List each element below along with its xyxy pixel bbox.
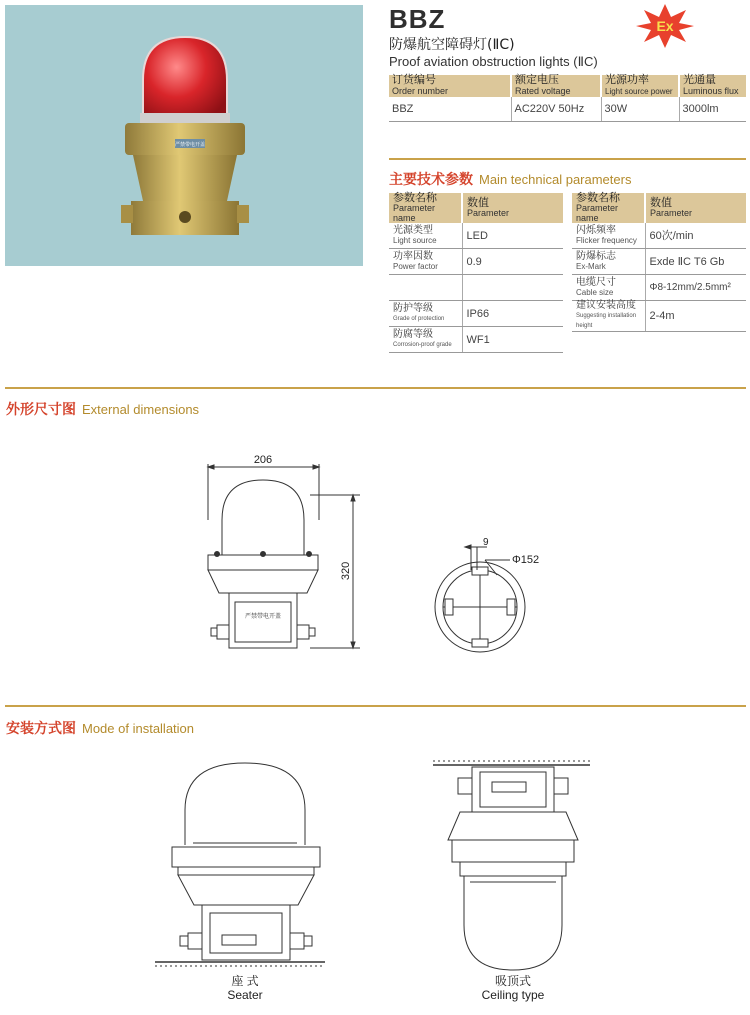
installation-section-heading: [6, 718, 194, 738]
params-table-left: [389, 193, 563, 353]
table-row: 防腐等级 Corrosion-proof grade WF1: [389, 327, 563, 353]
order-cell: BBZ: [389, 97, 511, 122]
table-row: 闪烁频率 Flicker frequency 60次/min: [572, 223, 746, 249]
installation-title-en: Mode of installation: [82, 721, 195, 736]
section-divider: [5, 705, 746, 707]
aviation-light-photo: [5, 5, 363, 266]
table-row: [389, 97, 746, 122]
photo-label: 严禁带电开盖: [174, 142, 206, 148]
product-model: BBZ: [389, 4, 446, 34]
tech-title-en: Main technical parameters: [479, 172, 632, 187]
order-table: [389, 75, 746, 122]
order-table-header: [389, 75, 746, 97]
table-row: 功率因数 Power factor 0.9: [389, 249, 563, 275]
table-row: 光源类型 Light source LED: [389, 223, 563, 249]
table-row: 电缆尺寸 Cable size Φ8-12mm/2.5mm²: [572, 275, 746, 301]
table-row: 防爆标志 Ex-Mark Exde ⅡC T6 Gb: [572, 249, 746, 275]
dimensions-title-cn: 外形尺寸图: [6, 401, 76, 417]
ex-badge-icon: [636, 4, 694, 48]
front-dimension-drawing: [195, 450, 375, 660]
ex-badge-text: Ex: [656, 18, 674, 34]
dimensions-section-heading: [6, 399, 199, 419]
order-header-cell: 订货编号 Order number: [389, 75, 511, 97]
order-cell: 3000lm: [679, 97, 746, 122]
order-header-cell: 光通量 Luminous flux: [683, 74, 739, 96]
top-dimension-drawing: [425, 535, 555, 655]
product-title-cn: 防爆航空障碍灯(ⅡC): [389, 37, 515, 53]
table-row: 建议安装高度 Suggesting installation height 2-4m: [572, 301, 746, 332]
table-row: 防护等级 Grade of protection IP66: [389, 301, 563, 327]
tech-section-heading: [389, 169, 631, 189]
section-divider: [389, 158, 746, 160]
order-cell: AC220V 50Hz: [511, 97, 601, 122]
seater-caption-en: Seater: [227, 988, 263, 1002]
ceiling-caption-en: Ceiling type: [481, 988, 545, 1002]
table-row: [389, 275, 563, 301]
seater-install-drawing: [150, 755, 330, 970]
bolt-dimension: 9: [483, 537, 489, 548]
seater-caption-cn: 座 式: [231, 974, 259, 988]
section-divider: [5, 387, 746, 389]
width-dimension: 206: [253, 454, 273, 466]
params-header: 参数名称 Parameter name 数值 Parameter: [572, 193, 746, 223]
ceiling-install-drawing: [430, 760, 595, 975]
order-header-cell: 光源功率 Light source power: [601, 75, 679, 97]
product-title-en: Proof aviation obstruction lights (ⅡC): [389, 54, 598, 69]
box-label: 严禁带电开盖: [244, 613, 282, 620]
order-cell: 30W: [601, 97, 679, 122]
ceiling-caption-cn: 吸顶式: [494, 974, 531, 988]
product-photo: [5, 5, 363, 266]
height-dimension: 320: [340, 561, 352, 581]
tech-title-cn: 主要技术参数: [389, 171, 473, 187]
order-header-cell: 额定电压 Rated voltage: [511, 75, 601, 97]
params-header: 参数名称 Parameter name 数值 Parameter: [389, 193, 563, 223]
installation-title-cn: 安装方式图: [6, 720, 76, 736]
dimensions-title-en: External dimensions: [82, 402, 200, 417]
diameter-dimension: Φ152: [512, 554, 540, 566]
params-table-right: [572, 193, 746, 332]
